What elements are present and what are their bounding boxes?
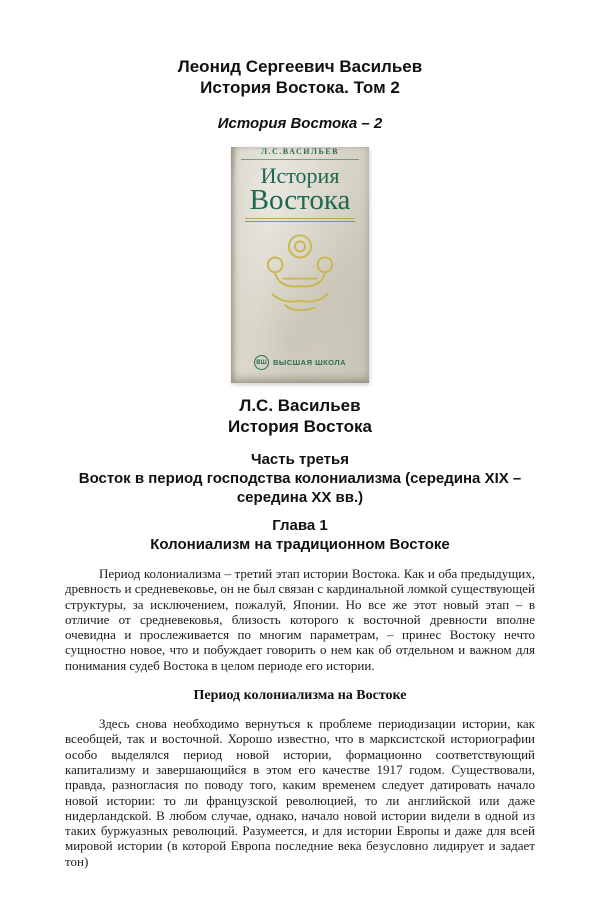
part-heading-title: Восток в период господства колониализма (середина XIX – середина XX вв.): [78, 470, 522, 506]
book-heading: [0, 395, 600, 437]
document-title-line: История Востока. Том 2: [200, 78, 400, 97]
cover-title-word-2: Востока: [249, 184, 351, 216]
publisher-name: ВЫСШАЯ ШКОЛА: [272, 358, 347, 367]
part-heading: [50, 450, 550, 507]
arabic-calligraphy-ornament-icon: [231, 228, 369, 325]
cover-divider: [245, 218, 355, 222]
book-heading-title: История Востока: [228, 417, 372, 436]
section-heading: Период колониализма на Востоке: [193, 688, 407, 704]
book-heading-author: Л.С. Васильев: [239, 396, 361, 415]
paragraph-2: Здесь снова необходимо вернуться к проблеме периодизации истории, как всеобщей, так и восточной. Хорошо известно, что в марксистской историографии особо выделялся период новой истории, формационно соответствующий капитализму и завершающийся в этом его качестве 1917 годом. Существовали, правда, разногласия по поводу того, каким временем следует датировать начало новой истории: то ли французской революцией, то ли английской или даже нидерландской. В любом случае, однако, начало новой истории видели в одной из таких буржуазных революций. Разумеется, и для истории Европы и даже для всей мировой истории (в которой Европа последние века безусловно лидирует и задает тон): [65, 716, 535, 869]
cover-author-name: Л.С.ВАСИЛЬЕВ: [241, 147, 359, 160]
series-title: История Востока – 2: [217, 115, 383, 132]
cover-title-word-1: История: [260, 163, 340, 188]
paragraph-1: Период колониализма – третий этап истории Востока. Как и оба предыдущих, древность и средневековье, он не был связан с кардинальной ломкой существующей структуры, за исключением, пожалуй, Японии. Но все же этот новый этап – в отличие от средневековья, близость которого к восточной древности вполне очевидна и прослеживается по многим параметрам, – принес Востоку нечто сущностно новое, что и побуждает говорить о нем как об отдельном и важном для понимания судеб Востока в целом периоде его истории.: [65, 566, 535, 673]
chapter-heading: [50, 516, 550, 554]
document-header: [0, 56, 600, 98]
part-heading-number: Часть третья: [251, 451, 349, 468]
chapter-heading-number: Глава 1: [272, 517, 328, 534]
publisher-logo-icon: ВШ: [254, 355, 269, 370]
chapter-heading-title: Колониализм на традиционном Востоке: [150, 536, 450, 553]
document-author-line: Леонид Сергеевич Васильев: [177, 57, 423, 76]
book-cover-image: [231, 147, 369, 383]
publisher-mark: [231, 355, 369, 370]
